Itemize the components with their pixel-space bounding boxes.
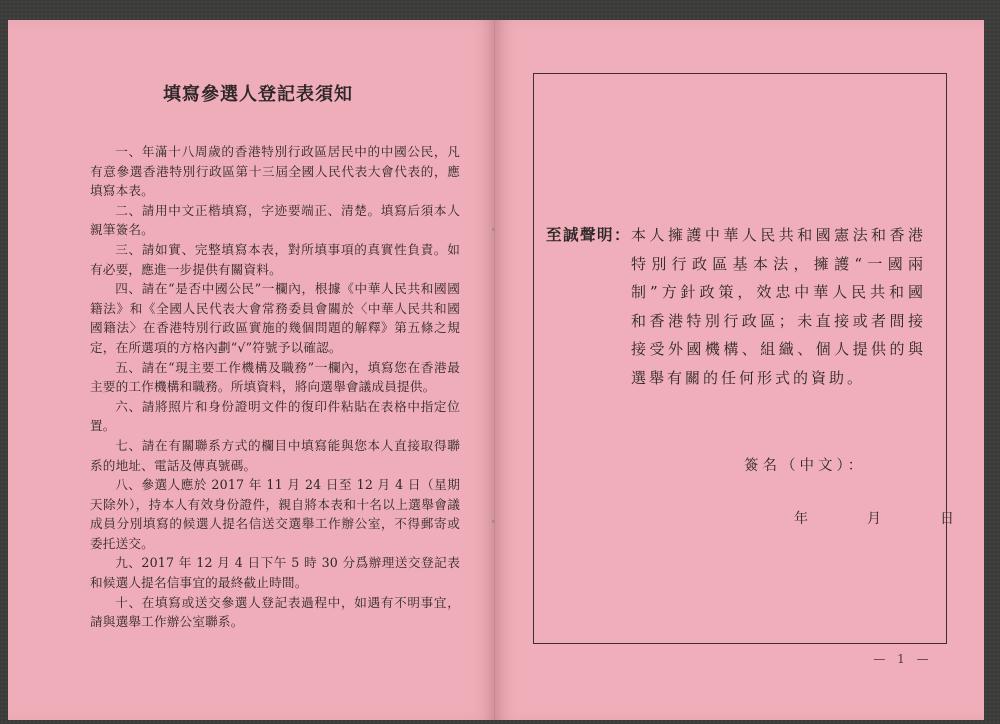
instruction-item-8: 八、參選人應於 2017 年 11 月 24 日至 12 月 4 日（星期天除外），持本人有效身份證件，親自將本表和十名以上選舉會議成員分別填寫的候選人提名信送交選舉工作辦公室，不得郵寄或委托送交。 <box>90 477 460 551</box>
date-year-label: 年 <box>794 511 808 527</box>
instruction-item-10: 十、在填寫或送交參選人登記表過程中，如遇有不明事宜，請與選舉工作辦公室聯系。 <box>90 594 460 630</box>
instructions-list <box>90 142 460 632</box>
declaration-frame <box>533 73 954 644</box>
date-day-label: 日 <box>940 511 954 527</box>
instruction-item-7: 七、請在有關聯系方式的欄目中填寫能與您本人直接取得聯系的地址、電話及傳真號碼。 <box>90 437 460 473</box>
date-month-label: 月 <box>867 511 881 527</box>
left-page <box>8 20 495 720</box>
instruction-item-9: 九、2017 年 12 月 4 日下午 5 時 30 分爲辦理送交登記表和候選人提名信事宜的最終截止時間。 <box>90 555 460 591</box>
right-page <box>495 20 984 720</box>
date-line <box>794 508 954 528</box>
instruction-item-6: 六、請將照片和身份證明文件的復印件粘貼在表格中指定位置。 <box>90 398 460 434</box>
instruction-item-1: 一、年滿十八周歲的香港特別行政區居民中的中國公民，凡有意參選香港特別行政區第十三屆全國人民代表大會代表的，應填寫本表。 <box>90 144 460 199</box>
declaration <box>546 221 926 393</box>
page-number: — 1 — <box>873 652 933 666</box>
instruction-item-4: 四、請在“是否中國公民”一欄內，根據《中華人民共和國國籍法》和《全國人民代表大會常務委員會關於〈中華人民共和國國籍法〉在香港特別行政區實施的幾個問題的解釋》第五條之規定，在所選項的方格內劃“√”符號予以確認。 <box>90 281 460 355</box>
declaration-text: 本人擁護中華人民共和國憲法和香港特別行政區基本法，擁護“一國兩制”方針政策，效忠中華人民共和國和香港特別行政區；未直接或者間接接受外國機構、組織、個人提供的與選舉有關的任何形式的資助。 <box>631 226 926 387</box>
instruction-item-5: 五、請在“現主要工作機構及職務”一欄內，填寫您在香港最主要的工作機構和職務。所填資料，將向選舉會議成員提供。 <box>90 359 460 395</box>
instruction-item-2: 二、請用中文正楷填寫，字迹要端正、清楚。填寫后須本人親筆簽名。 <box>90 202 460 238</box>
signature-label: 簽名（中文）： <box>744 458 867 474</box>
form-instructions-title: 填寫參選人登記表須知 <box>163 84 353 105</box>
instruction-item-3: 三、請如實、完整填寫本表，對所填事項的真實性負責。如有必要，應進一步提供有關資料。 <box>90 241 460 277</box>
declaration-label: 至誠聲明： <box>546 225 632 244</box>
